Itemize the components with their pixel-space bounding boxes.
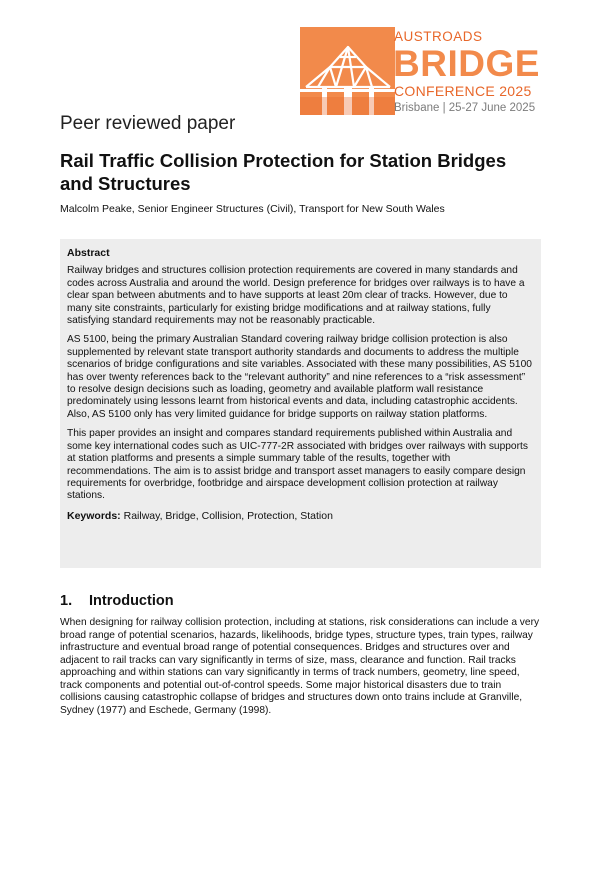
logo-conference-year: CONFERENCE 2025 <box>394 83 532 99</box>
abstract-paragraph: AS 5100, being the primary Australian Standard covering railway bridge collision protection is also supplemented by relevant state transport authority standards and documents to address the multiple scenarios of bridge configurations and site variables. Associated with these many possibilities, AS 5100 has over twenty references back to the “relevant authority” and nine references to a “risk assessment” to resolve design decisions such as loading, geometry and available platform wall resistance predominately using lessons learnt from historical events and data, including catastrophic accidents. Also, AS 5100 only has very limited guidance for bridge supports on railway station platforms. <box>67 334 532 420</box>
keywords-line <box>67 510 535 522</box>
logo-bridge-word: BRIDGE <box>393 43 540 84</box>
bridge-logo-icon <box>300 27 395 115</box>
keywords-label: Keywords: <box>67 509 121 522</box>
logo-org-name: AUSTROADS <box>394 29 483 44</box>
logo-text-block <box>394 27 544 116</box>
paper-type-label: Peer reviewed paper <box>60 113 236 134</box>
section-heading <box>60 593 174 609</box>
keywords-list: Railway, Bridge, Collision, Protection, Station <box>123 509 333 522</box>
logo-location-dates: Brisbane | 25-27 June 2025 <box>394 102 536 114</box>
abstract-paragraph: Railway bridges and structures collision protection requirements are covered in many standards and codes across Australia and around the world. Design preference for bridges over railways is to have a clear span between abutments and to have supports at least 20m clear of tracks. However, due to many site constraints, particularly for existing bridge modifications and at railway stations, fully satisfying standard requirements may not be reasonably practicable. <box>67 265 525 327</box>
section-title: Introduction <box>89 593 174 609</box>
conference-logo <box>300 27 545 115</box>
author-line: Malcolm Peake, Senior Engineer Structures (Civil), Transport for New South Wales <box>60 203 445 215</box>
paper-title: Rail Traffic Collision Protection for Station Bridges and Structures <box>60 150 507 194</box>
section-number: 1. <box>60 593 73 609</box>
abstract-box <box>60 239 541 568</box>
abstract-heading: Abstract <box>67 247 110 259</box>
introduction-paragraph: When designing for railway collision protection, including at stations, risk considerations can include a very broad range of potential scenarios, hazards, likelihoods, bridge types, structure types, train types, railway infrastructure and eventual broad range of potential consequences. Bridges and structures over and adjacent to rail tracks can vary significantly in terms of size, mass, clearance and function. Rail tracks approaching and within stations can vary significantly in terms of track numbers, geometry, line speed, track components and potential out-of-control speeds. Some major historical disasters due to train collisions causing catastrophic collapse of bridges and structures down onto trains include at Granville, Sydney (1977) and Eschede, Germany (1998). <box>60 617 540 716</box>
abstract-paragraph: This paper provides an insight and compares standard requirements published within Australia and some key international codes such as UIC-777-2R associated with bridges over railways with supports at station platforms and presents a simple summary table of the results, together with recommendations. The aim is to assist bridge and transport asset managers to easily compare design requirements for overbridge, footbridge and airspace development collision protection at railway stations. <box>67 428 528 502</box>
